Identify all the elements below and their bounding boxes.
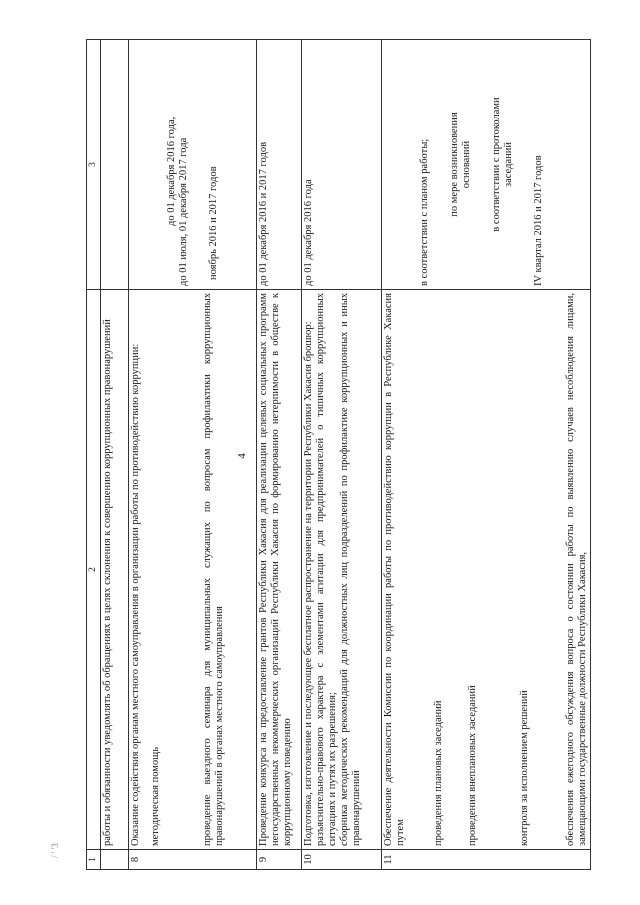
row-11-term-3b: заседаний <box>503 142 515 187</box>
row-11-item-2: проведения внеплановых заседаний <box>467 685 479 846</box>
row-11-title: Обеспечение деятельности Комиссии по координации работы по противодействию коррупции в Республике Хакасия путем <box>382 293 406 846</box>
continuation-text: работы и обязанности уведомлять об обращениях в целях склонения к совершению коррупционных правонарушений <box>100 290 128 850</box>
row-9-term: до 01 декабря 2016 и 2017 годов <box>256 40 301 290</box>
row-number: 9 <box>256 850 301 870</box>
row-8-term-2: ноябрь 2016 и 2017 годов <box>208 166 220 280</box>
rotated-page-content <box>86 40 591 870</box>
table-row-10 <box>301 40 381 870</box>
row-11-item-3: контроля за исполнением решений <box>519 690 531 846</box>
table-row-8 <box>128 40 256 870</box>
table-header-row <box>87 40 101 870</box>
row-8-item-2: проведение выездного семинара для муниципальных служащих по вопросам профилактики коррупционных правонарушений в органах местного самоуправления <box>202 293 226 846</box>
row-10-text-2: разъяснительно-правового характера с элементами агитации для предпринимателей о типичных коррупционных ситуациях и путях их разрешения; <box>314 293 339 846</box>
row-11-item-4: обеспечения ежегодного обсуждения вопроса о состоянии работы по выявлению случаев несоблюдения лицами, замещающими государственные должности Республики Хакасия, <box>565 293 589 846</box>
row-8-item-1: методическая помощь <box>149 746 161 846</box>
row-10-term: до 01 декабря 2016 года <box>301 40 381 290</box>
row-8-activity <box>128 290 256 850</box>
row-11-item-1: проведения плановых заседаний <box>433 700 445 846</box>
table-row-9 <box>256 40 301 870</box>
row-10-text-3: сборника методических рекомендаций для должностных лиц подразделений по профилактике коррупционных и иных правонарушений <box>339 293 363 846</box>
header-col-3: 3 <box>87 40 101 290</box>
table-row-continuation <box>100 40 128 870</box>
row-10-text-1: Подготовка, изготовление и последующее бесплатное распространение на территории Республики Хакасия брошюр: <box>302 321 314 846</box>
row-number: 8 <box>128 850 256 870</box>
row-10-activity <box>301 290 381 850</box>
header-col-1: 1 <box>87 850 101 870</box>
continuation-term <box>100 40 128 290</box>
measures-table <box>86 39 591 870</box>
row-11-term-1: в соответствии с планом работы; <box>418 138 430 286</box>
row-11-term-2b: оснований <box>461 140 473 189</box>
row-11-term-4: IV квартал 2016 и 2017 годов <box>533 155 545 286</box>
row-9-activity: Проведение конкурса на предоставление грантов Республики Хакасия для реализации целевых социальных программ негосударственных некоммерческих организаций Республики Хакасия по формированию нетерпимости в обществе к коррупционному поведению <box>256 290 301 850</box>
row-11-term <box>381 40 590 290</box>
row-11-term-3a: в соответствии с протоколами <box>491 97 503 232</box>
row-number: 11 <box>381 850 590 870</box>
page-number: 4 <box>236 453 248 459</box>
row-8-term-1a: до 01 декабря 2016 года, <box>165 116 177 226</box>
table-row-11 <box>381 40 590 870</box>
row-number <box>100 850 128 870</box>
row-8-term-1b: до 01 июля, 01 декабря 2017 года <box>177 137 189 286</box>
header-col-2: 2 <box>87 290 101 850</box>
row-number: 10 <box>301 850 381 870</box>
row-8-term <box>128 40 256 290</box>
margin-mark: / ' '3 <box>50 843 60 858</box>
row-11-activity <box>381 290 590 850</box>
row-8-title: Оказание содействия органам местного самоуправления в организации работы по противодействию коррупции: <box>129 343 141 846</box>
row-11-term-2a: по мере возникновения <box>448 112 460 217</box>
